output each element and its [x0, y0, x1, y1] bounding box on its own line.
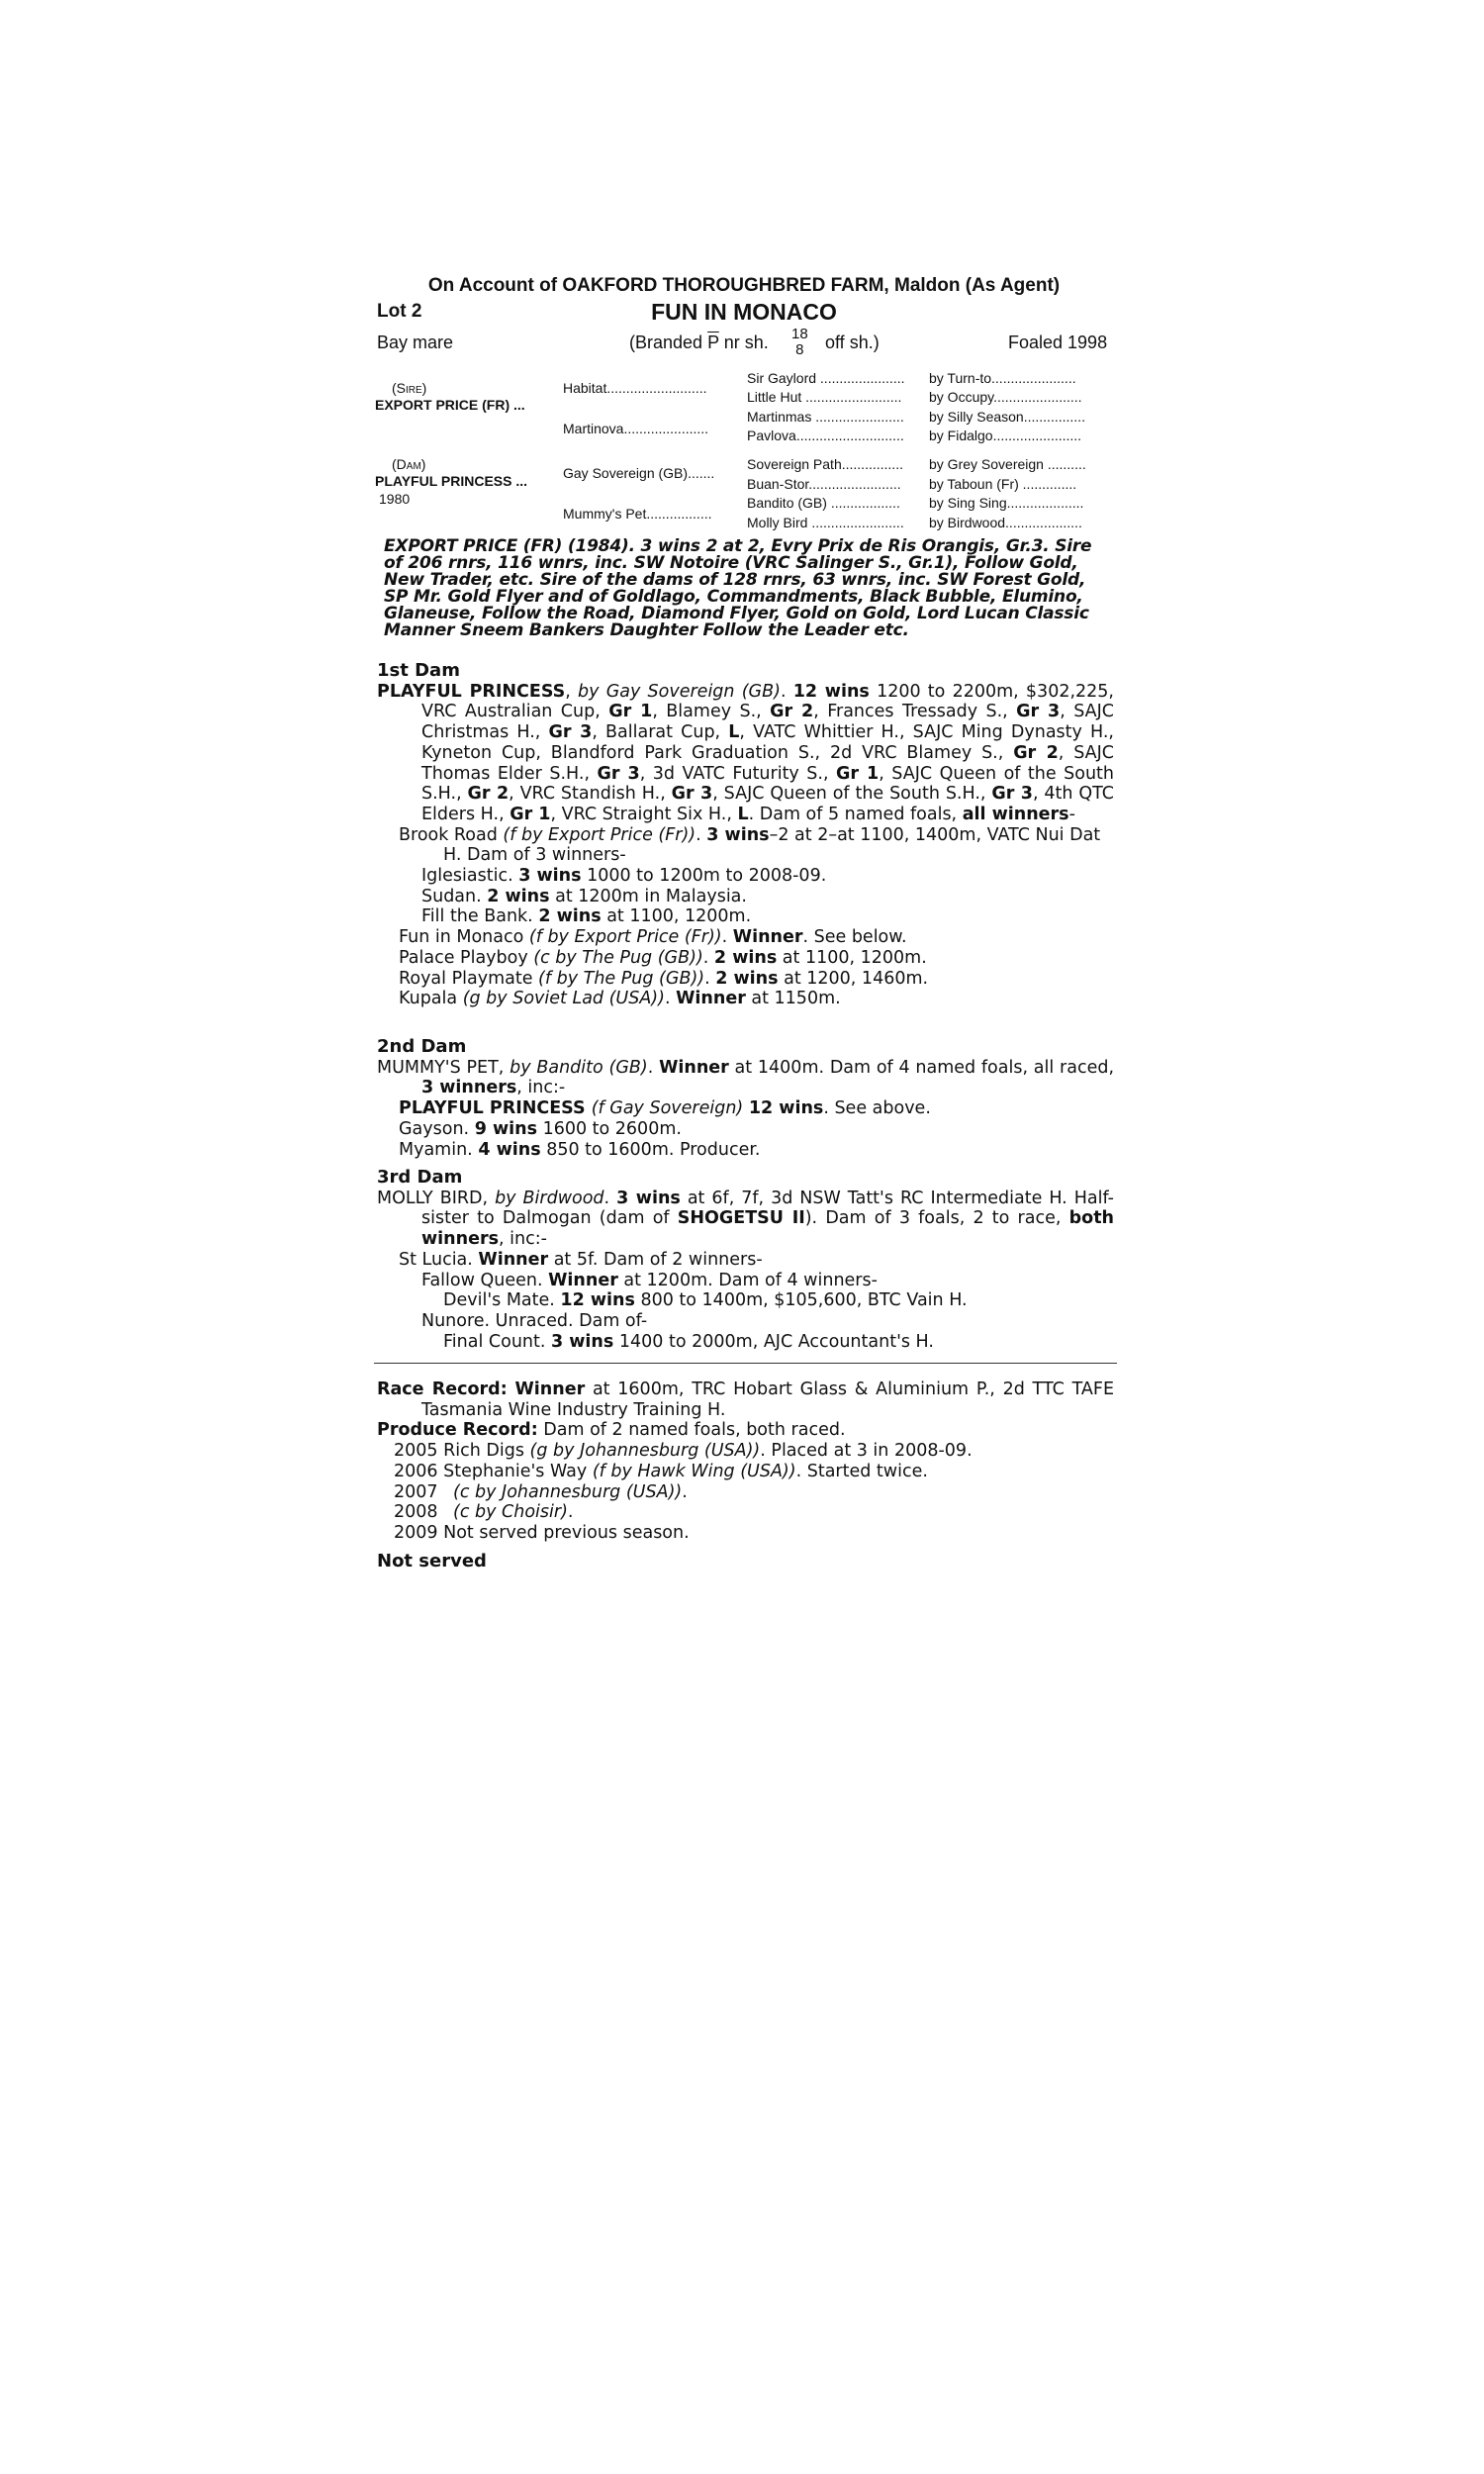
ggg-6-text: by Sing Sing [929, 495, 1007, 511]
td-shogetsu: SHOGETSU II [677, 1208, 805, 1229]
fd-gr-e: L [728, 722, 740, 743]
fd-gr-a: Gr 1 [608, 702, 653, 722]
ggg-5-text: by Taboun (Fr) [929, 476, 1019, 492]
sd-t3: , inc:- [516, 1078, 566, 1098]
brand-numbers [791, 327, 808, 358]
foal-royal-playmate [377, 969, 1114, 990]
fd-t14: , 4th QTC Elders H., [421, 784, 1115, 824]
produce-2007 [377, 1482, 1114, 1503]
brand-num-top: 18 [791, 326, 808, 342]
igles-wins: 3 wins [518, 866, 582, 887]
fd-t6: , SAJC Christmas H., [421, 702, 1115, 743]
fill-t: at 1100, 1200m. [601, 906, 752, 927]
not-served-footer: Not served [377, 1550, 487, 1571]
fun-win: Winner [732, 927, 803, 948]
brand-left [629, 333, 769, 353]
foal-nunore: Nunore. Unraced. Dam of- [421, 1310, 648, 1331]
t2006: . Started twice. [795, 1461, 928, 1481]
sudan-wins: 2 wins [487, 886, 550, 906]
foal-devils-mate [377, 1290, 1114, 1311]
second-dam-section [377, 1037, 1114, 1160]
devil-t: 800 to 1400m, $105,600, BTC Vain H. [634, 1290, 968, 1311]
ggg-4-text: by Grey Sovereign [929, 456, 1044, 472]
igles-t: 1000 to 1200m to 2008-09. [581, 866, 827, 887]
td-wins: 3 wins [616, 1188, 681, 1208]
foal-kupala [377, 989, 1114, 1009]
ggg-3: by Fidalgo....................... [929, 428, 1082, 443]
fd-t13: , SAJC Queen of the South S.H., [712, 784, 992, 805]
td-both: both winners [421, 1208, 1115, 1250]
sudan-t: at 1200m in Malaysia. [549, 886, 747, 906]
second-dam-paragraph [377, 1058, 1114, 1098]
fd-gr-h: Gr 1 [836, 763, 880, 784]
fd-t12: , VRC Standish H., [509, 784, 672, 805]
sire-label [392, 380, 426, 396]
fun-name: Fun in Monaco [399, 927, 529, 948]
brook-t2: –2 at 2–at 1100, 1400m, VATC Nui Dat H. Dam of 3 winners- [443, 824, 1101, 866]
dam-label-text: (Dam) [392, 456, 426, 472]
royal-t1: . [704, 968, 716, 989]
first-dam-name: PLAYFUL PRINCESS [377, 681, 566, 702]
dam-year: 1980 [379, 491, 411, 507]
fun-by: (f by Export Price (Fr)) [528, 927, 722, 948]
first-dam-section [377, 661, 1114, 1009]
gg-4-text: Sovereign Path [747, 456, 842, 472]
fd-t15: , VRC Straight Six H., [550, 804, 738, 824]
fd-gr-c: Gr 3 [1016, 702, 1061, 722]
fill-name: Fill the Bank. [421, 906, 539, 927]
ggg-4: by Grey Sovereign .......... [929, 456, 1086, 472]
foal-final-count [377, 1332, 1114, 1353]
produce-record [377, 1420, 1114, 1441]
y2005: 2005 [394, 1441, 438, 1462]
dam-name-text: PLAYFUL PRINCESS [375, 473, 512, 489]
fallow-name: Fallow Queen. [421, 1270, 549, 1290]
palace-name: Palace Playboy [399, 947, 534, 968]
final-wins: 3 wins [551, 1331, 614, 1352]
fd-gr-b: Gr 2 [770, 702, 814, 722]
gg-0-text: Sir Gaylord [747, 370, 817, 386]
gg-5: Buan-Stor........................ [747, 476, 901, 492]
td-t4: , inc:- [499, 1229, 547, 1250]
fd-t1: , [565, 681, 579, 702]
brand-nr: nr sh. [723, 333, 769, 352]
fd-t11: , SAJC Queen of the South S.H., [421, 763, 1115, 805]
myamin-name: Myamin. [399, 1139, 479, 1160]
palace-t2: at 1100, 1200m. [777, 947, 927, 968]
td-t1: . [603, 1188, 617, 1208]
dam-sire: Gay Sovereign (GB)....... [563, 465, 715, 481]
foal-iglesiastic [377, 866, 1114, 887]
stlucia-t: at 5f. Dam of 2 winners- [548, 1249, 763, 1270]
td-t3: ). Dam of 3 foals, 2 to race, [804, 1208, 1069, 1229]
sd-t2: at 1400m. Dam of 4 named foals, all raced, [728, 1057, 1115, 1078]
sudan-name: Sudan. [421, 886, 488, 906]
sd-t1: . [647, 1057, 660, 1078]
ggg-0-text: by Turn-to [929, 370, 992, 386]
pp-t2: . See above. [823, 1098, 931, 1119]
b2005: (g by Johannesburg (USA)) [529, 1441, 761, 1462]
foal-sudan [377, 887, 1114, 907]
records-section [377, 1380, 1114, 1571]
fd-t10: , 3d VATC Futurity S., [639, 763, 837, 784]
fd-t8: , VATC Whittier H., SAJC Ming Dynasty H., Kyneton Cup, Blandford Park Graduation S., 2d VRC Blamey S., [421, 722, 1114, 763]
dam-name: PLAYFUL PRINCESS ... [375, 473, 528, 489]
kupala-by: (g by Soviet Lad (USA)) [462, 989, 665, 1009]
final-name: Final Count. [443, 1331, 551, 1352]
third-dam-section [377, 1168, 1114, 1352]
foal-gayson [377, 1119, 1114, 1140]
gg-3: Pavlova............................ [747, 428, 904, 443]
second-dam-heading: 2nd Dam [377, 1036, 467, 1057]
pp-name: PLAYFUL PRINCESS [399, 1098, 592, 1119]
gg-7: Molly Bird ........................ [747, 515, 904, 530]
devil-wins: 12 wins [560, 1290, 635, 1311]
sd-winners: 3 winners [421, 1078, 517, 1098]
ggg-1-text: by Occupy [929, 389, 994, 405]
fd-gr-j: Gr 3 [671, 784, 713, 805]
brook-name: Brook Road [399, 824, 504, 845]
fallow-t: at 1200m. Dam of 4 winners- [617, 1270, 878, 1290]
ggg-7: by Birdwood.................... [929, 515, 1082, 530]
fallow-win: Winner [548, 1270, 618, 1290]
td-by: by Birdwood [495, 1188, 604, 1208]
produce-2005 [377, 1441, 1114, 1462]
fd-gr-l: Gr 1 [510, 804, 551, 824]
produce-record-label: Produce Record: [377, 1420, 538, 1441]
gg-0: Sir Gaylord ...................... [747, 370, 905, 386]
gg-4: Sovereign Path................ [747, 456, 903, 472]
brand-off: off sh.) [825, 333, 880, 352]
final-t: 1400 to 2000m, AJC Accountant's H. [613, 1331, 934, 1352]
stlucia-name: St Lucia. [399, 1249, 479, 1270]
section-divider [374, 1363, 1117, 1364]
b2008: (c by Choisir) [453, 1502, 568, 1523]
gg-2-text: Martinmas [747, 409, 812, 425]
b2007: (c by Johannesburg (USA)) [453, 1481, 683, 1502]
pp-wins: 12 wins [748, 1098, 824, 1119]
royal-wins: 2 wins [715, 968, 779, 989]
igles-name: Iglesiastic. [421, 866, 519, 887]
foal-fun-in-monaco [377, 927, 1114, 948]
brook-t1: . [696, 824, 707, 845]
kupala-name: Kupala [399, 989, 463, 1009]
royal-by: (f by The Pug (GB)) [538, 968, 705, 989]
td-name: MOLLY BIRD, [377, 1188, 496, 1208]
y2009: 2009 [394, 1522, 438, 1543]
palace-t1: . [702, 947, 714, 968]
sex-colour: Bay mare [377, 333, 454, 352]
gayson-wins: 9 wins [474, 1118, 537, 1139]
fd-gr-i: Gr 2 [467, 784, 510, 805]
pp-by: (f Gay Sovereign) [591, 1098, 744, 1119]
produce-2006 [377, 1462, 1114, 1482]
fd-all-winners: all winners [962, 804, 1069, 824]
y2007: 2007 [394, 1481, 438, 1502]
race-record-win: Winner [514, 1380, 586, 1399]
horse-name: FUN IN MONACO [651, 299, 837, 325]
fd-gr-f: Gr 2 [1013, 742, 1059, 763]
kupala-t2: at 1150m. [745, 989, 841, 1009]
produce-2008 [377, 1502, 1114, 1523]
sire-dam-text: Martinova [563, 421, 624, 436]
td-t2: at 6f, 7f, 3d NSW Tatt's RC Intermediate H. Half-sister to Dalmogan (dam of [421, 1188, 1114, 1229]
dam-sire-text: Gay Sovereign (GB) [563, 465, 689, 481]
consignor-line: On Account of OAKFORD THOROUGHBRED FARM, Maldon (As Agent) [427, 275, 1061, 296]
foal-fallow-queen [377, 1271, 1114, 1291]
ggg-3-text: by Fidalgo [929, 428, 993, 443]
foal-myamin [377, 1140, 1114, 1161]
fd-t17: - [1068, 804, 1075, 824]
gg-1-text: Little Hut [747, 389, 802, 405]
t2009: Not served previous season. [437, 1522, 690, 1543]
sd-by: by Bandito (GB) [510, 1057, 648, 1078]
fd-t9: , SAJC Thomas Elder S.H., [421, 742, 1114, 784]
produce-record-text: Dam of 2 named foals, both raced. [537, 1420, 846, 1441]
gg-6-text: Bandito (GB) [747, 495, 827, 511]
t2007: . [682, 1481, 688, 1502]
fun-t2: . See below. [802, 927, 907, 948]
dam-dam: Mummy's Pet................. [563, 506, 712, 522]
royal-t2: at 1200, 1460m. [778, 968, 929, 989]
brand-num-bottom: 8 [795, 341, 804, 358]
sire-name-text: EXPORT PRICE (FR) [375, 397, 510, 413]
sire-dam: Martinova...................... [563, 421, 709, 436]
n2006: Stephanie's Way [437, 1461, 593, 1481]
fd-gr-g: Gr 3 [597, 763, 640, 784]
foal-playful-princess [377, 1098, 1114, 1119]
t2008: . [567, 1502, 574, 1523]
stlucia-win: Winner [478, 1249, 549, 1270]
gg-6: Bandito (GB) .................. [747, 495, 900, 511]
sire-sire: Habitat.......................... [563, 380, 707, 396]
ggg-7-text: by Birdwood [929, 515, 1006, 530]
y2006: 2006 [394, 1461, 438, 1481]
gayson-t: 1600 to 2600m. [537, 1118, 682, 1139]
myamin-t: 850 to 1600m. Producer. [540, 1139, 761, 1160]
b2006: (f by Hawk Wing (USA)) [592, 1461, 796, 1481]
gg-5-text: Buan-Stor [747, 476, 809, 492]
fd-t4: , Blamey S., [652, 702, 771, 722]
brand-left-text: (Branded [629, 333, 703, 352]
fd-t3: 1200 to 2200m, $302,225, VRC Australian Cup, [421, 681, 1114, 722]
race-record-label: Race Record: [377, 1380, 508, 1399]
dam-dam-text: Mummy's Pet [563, 506, 647, 522]
foal-brook-road [377, 825, 1114, 866]
n2005: Rich Digs [437, 1441, 530, 1462]
first-dam-paragraph [377, 682, 1114, 825]
brook-by: (f by Export Price (Fr)) [503, 824, 696, 845]
foal-fill-the-bank [377, 906, 1114, 927]
lot-number: Lot 2 [377, 301, 422, 322]
third-dam-paragraph [377, 1189, 1114, 1250]
y2008: 2008 [394, 1502, 438, 1523]
ggg-2: by Silly Season................ [929, 409, 1085, 425]
brook-wins: 3 wins [706, 824, 770, 845]
palace-wins: 2 wins [713, 947, 778, 968]
devil-name: Devil's Mate. [443, 1290, 561, 1311]
ggg-5: by Taboun (Fr) .............. [929, 476, 1077, 492]
kupala-win: Winner [676, 989, 746, 1009]
gg-3-text: Pavlova [747, 428, 796, 443]
foaled-year: Foaled 1998 [1008, 333, 1108, 352]
sire-label-text: (Sire) [392, 380, 427, 396]
sd-name: MUMMY'S PET, [377, 1057, 510, 1078]
foal-palace-playboy [377, 948, 1114, 969]
fd-wins: 12 wins [792, 681, 870, 702]
t2005: . Placed at 3 in 2008-09. [760, 1441, 973, 1462]
gg-1: Little Hut ......................... [747, 389, 902, 405]
royal-name: Royal Playmate [399, 968, 539, 989]
gayson-name: Gayson. [399, 1118, 475, 1139]
third-dam-heading: 3rd Dam [377, 1167, 463, 1188]
race-record [377, 1380, 1114, 1420]
foal-st-lucia [377, 1250, 1114, 1271]
fill-wins: 2 wins [538, 906, 602, 927]
fd-t5: , Frances Tressady S., [813, 702, 1017, 722]
sd-win: Winner [659, 1057, 729, 1078]
fd-gr-m: L [737, 804, 749, 824]
fd-t2: . [780, 681, 793, 702]
fd-t16: . Dam of 5 named foals, [748, 804, 963, 824]
ggg-2-text: by Silly Season [929, 409, 1024, 425]
sire-name: EXPORT PRICE (FR) ... [375, 397, 525, 413]
sire-sire-text: Habitat [563, 380, 607, 396]
myamin-wins: 4 wins [478, 1139, 541, 1160]
fd-by: by Gay Sovereign (GB) [578, 681, 781, 702]
fun-t1: . [721, 927, 733, 948]
fd-gr-d: Gr 3 [548, 722, 593, 743]
ggg-1: by Occupy....................... [929, 389, 1082, 405]
race-record-text: at 1600m, TRC Hobart Glass & Aluminium P., 2d TTC TAFE Tasmania Wine Industry Training H. [421, 1380, 1115, 1420]
brand-mark: $\overline{P}$ [707, 333, 719, 352]
dam-label [392, 456, 425, 472]
kupala-t1: . [664, 989, 677, 1009]
produce-2009 [377, 1523, 1114, 1544]
gg-2: Martinmas ....................... [747, 409, 904, 425]
ggg-6: by Sing Sing.................... [929, 495, 1084, 511]
sire-blurb: EXPORT PRICE (FR) (1984). 3 wins 2 at 2, Evry Prix de Ris Orangis, Gr.3. Sire of 206 rnrs, 116 wnrs, inc. SW Notoire (VRC Salinger S., Gr.1), Follow Gold, New Trader, etc. Sire of the dams of 128 rnrs, 63 wnrs, inc. SW Forest Gold, SP Mr. Gold Flyer and of Goldlago, Commandments, Black Bubble, Elumino, Glaneuse, Follow the Road, Diamond Flyer, Gold on Gold, Lord Lucan Classic Manner Sneem Bankers Daughter Follow the Leader etc. [384, 536, 1092, 640]
fd-gr-k: Gr 3 [991, 784, 1033, 805]
first-dam-heading: 1st Dam [377, 660, 460, 681]
fd-t7: , Ballarat Cup, [592, 722, 729, 743]
palace-by: (c by The Pug (GB)) [533, 947, 703, 968]
ggg-0: by Turn-to...................... [929, 370, 1076, 386]
gg-7-text: Molly Bird [747, 515, 808, 530]
